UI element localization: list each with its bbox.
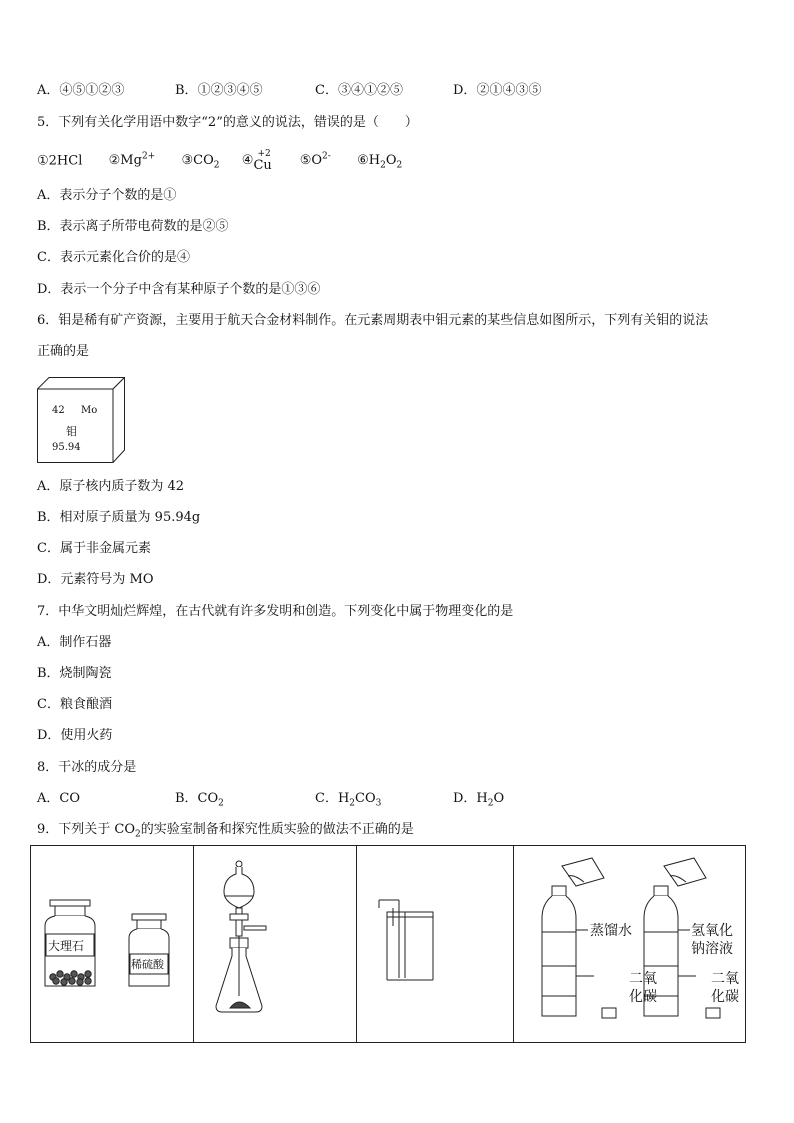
element-mass: 95.94 <box>52 442 81 453</box>
figure-cell-bottles <box>514 846 745 1042</box>
q7-option-d: D．使用火药 <box>37 728 113 743</box>
label-dilute-sulfuric-acid: 稀硫酸 <box>131 958 164 971</box>
q5-item-5: $⑤O^{2-}$ <box>299 152 331 169</box>
q5-item-6: $⑥H_2O_2$ <box>357 153 403 171</box>
q4-option-b: B．①②③④⑤ <box>175 83 263 98</box>
q5-option-d: D．表示一个分子中含有某种原子个数的是①③⑥ <box>37 282 321 297</box>
q6-option-c: C．属于非金属元素 <box>37 541 151 556</box>
element-cube-icon <box>37 377 125 463</box>
q5-item-4: ④ +2 Cu <box>241 148 272 173</box>
q5-option-c: C．表示元素化合价的是④ <box>37 250 190 265</box>
q6-option-d: D．元素符号为 MO <box>37 572 154 587</box>
element-card <box>37 377 125 463</box>
q5-item-1: ①2HCl <box>37 153 83 169</box>
q7-option-a: A．制作石器 <box>37 635 112 650</box>
q7-stem: 7．中华文明灿烂辉煌，在古代就有许多发明和创造。下列变化中属于物理变化的是 <box>37 604 514 619</box>
q6-stem-line2: 正确的是 <box>37 344 90 359</box>
q4-option-c: C．③④①②⑤ <box>315 83 403 98</box>
label-co2-right-2: 化碳 <box>711 989 739 1005</box>
label-naoh-2: 钠溶液 <box>691 941 733 957</box>
gas-collection-bottle-icon <box>357 846 513 1042</box>
element-symbol: Mo <box>81 405 98 416</box>
label-marble: 大理石 <box>48 939 85 953</box>
label-naoh-1: 氢氧化 <box>691 923 733 939</box>
q4-option-a: A．④⑤①②③ <box>37 83 125 98</box>
q5-item-3: $③CO_2$ <box>181 153 220 171</box>
gas-generator-icon <box>194 846 356 1042</box>
q6-option-a: A．原子核内质子数为 42 <box>37 479 185 494</box>
q7-option-c: C．粮食酿酒 <box>37 697 112 712</box>
q8-option-b: B．$CO_2$ <box>175 791 224 809</box>
label-co2-right-1: 二氧 <box>711 971 739 987</box>
q8-stem: 8．干冰的成分是 <box>37 760 137 775</box>
q8-option-d: D．$H_2O$ <box>453 791 505 809</box>
element-name: 钼 <box>66 425 77 438</box>
q6-option-b: B．相对原子质量为 95.94g <box>37 510 201 525</box>
q5-stem: 5．下列有关化学用语中数字“2”的意义的说法，错误的是（ ） <box>37 115 418 130</box>
q6-stem-line1: 6．钼是稀有矿产资源，主要用于航天合金材料制作。在元素周期表中钼元素的某些信息如图所示，下列有关钼的说法 <box>37 313 709 328</box>
label-co2-left-2: 化碳 <box>629 989 657 1005</box>
q4-option-d: D．②①④③⑤ <box>453 83 542 98</box>
q7-option-b: B．烧制陶瓷 <box>37 666 112 681</box>
q9-stem: 9．下列关于 $CO_2$的实验室制备和探究性质实验的做法不正确的是 <box>37 822 414 840</box>
label-distilled-water: 蒸馏水 <box>590 923 632 939</box>
figure-cell-reagents <box>31 846 194 1042</box>
figure-cell-generator <box>194 846 357 1042</box>
q5-option-b: B．表示离子所带电荷数的是②⑤ <box>37 219 229 234</box>
q8-option-c: C．$H_2CO_3$ <box>315 791 382 809</box>
q5-option-a: A．表示分子个数的是① <box>37 188 177 203</box>
q5-items <box>37 148 403 173</box>
element-number: 42 <box>52 405 65 416</box>
figure-cell-collector <box>357 846 514 1042</box>
q5-item-2: $②Mg^{2+}$ <box>108 152 156 169</box>
q8-option-a: A．CO <box>37 791 80 806</box>
q9-figure <box>30 845 746 1043</box>
label-co2-left-1: 二氧 <box>629 971 657 987</box>
